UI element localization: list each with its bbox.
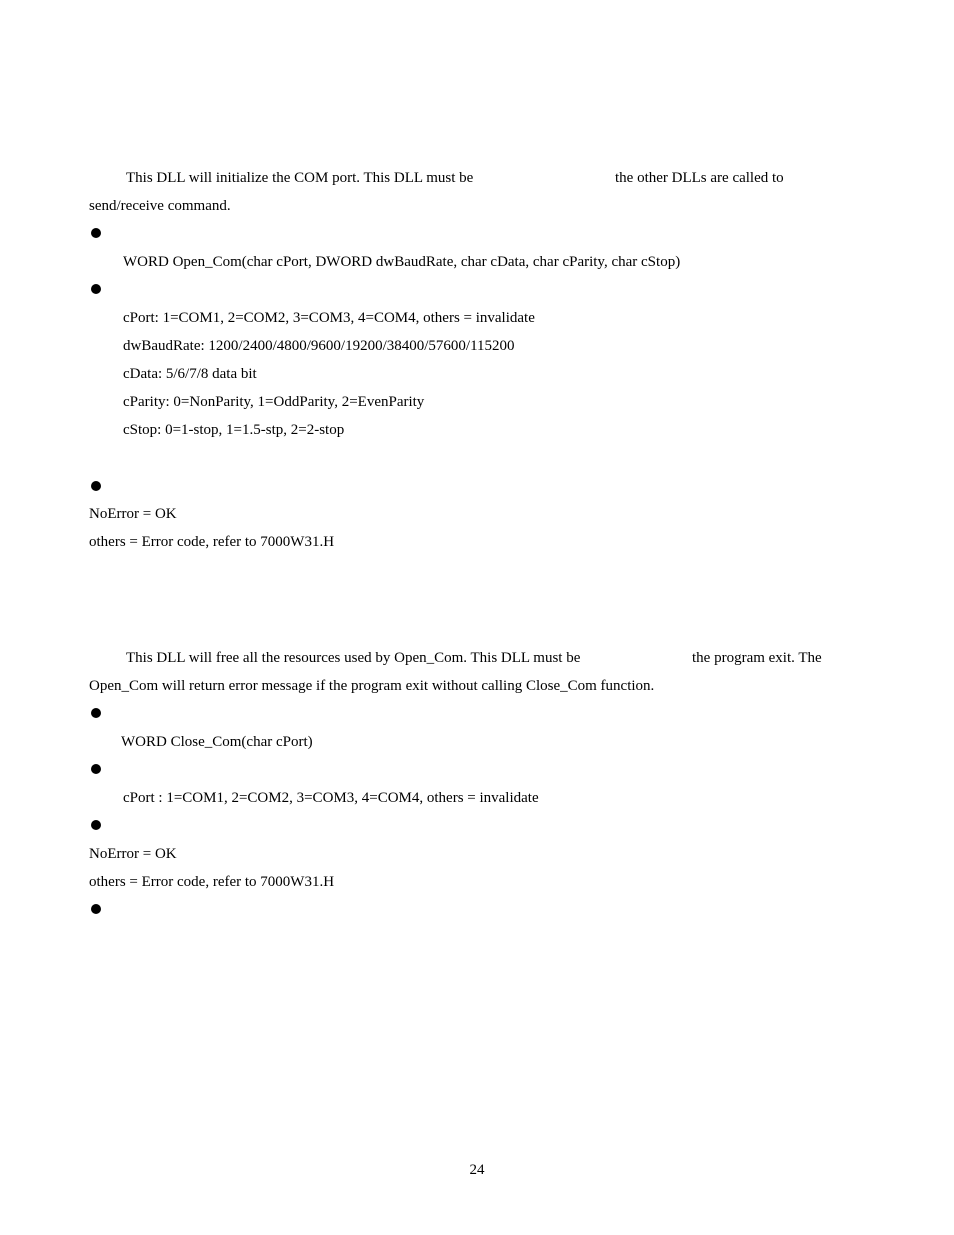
close-com-intro-text: This DLL will free all the resources used by Open_Com. This DLL must be	[126, 650, 581, 666]
parameter-bullet	[91, 764, 101, 774]
open-com-param-cport: cPort: 1=COM1, 2=COM2, 3=COM3, 4=COM4, others = invalidate	[123, 310, 535, 326]
open-com-return-ok: NoError = OK	[89, 506, 177, 522]
parameter-bullet	[91, 284, 101, 294]
return-bullet	[91, 481, 101, 491]
syntax-bullet	[91, 228, 101, 238]
open-com-syntax: WORD Open_Com(char cPort, DWORD dwBaudRate, char cData, char cParity, char cStop)	[123, 254, 681, 270]
open-com-param-cparity: cParity: 0=NonParity, 1=OddParity, 2=EvenParity	[123, 394, 425, 410]
open-com-param-cstop: cStop: 0=1-stop, 1=1.5-stp, 2=2-stop	[123, 422, 345, 438]
page-number: 24	[469, 1162, 485, 1178]
open-com-return-error: others = Error code, refer to 7000W31.H	[89, 534, 335, 550]
example-bullet	[91, 904, 101, 914]
close-com-intro-line2: Open_Com will return error message if the program exit without calling Close_Com function.	[89, 678, 655, 694]
open-com-intro-text: This DLL will initialize the COM port. This DLL must be	[126, 170, 474, 186]
open-com-param-baudrate: dwBaudRate: 1200/2400/4800/9600/19200/38400/57600/115200	[123, 338, 515, 354]
close-com-syntax: WORD Close_Com(char cPort)	[121, 734, 313, 750]
open-com-intro-text-continued: the other DLLs are called to	[615, 170, 784, 186]
close-com-return-ok: NoError = OK	[89, 846, 177, 862]
open-com-intro-line2: send/receive command.	[89, 198, 231, 214]
close-com-intro-text-continued: the program exit. The	[692, 650, 822, 666]
syntax-bullet	[91, 708, 101, 718]
open-com-param-cdata: cData: 5/6/7/8 data bit	[123, 366, 257, 382]
close-com-return-error: others = Error code, refer to 7000W31.H	[89, 874, 335, 890]
close-com-param-cport: cPort : 1=COM1, 2=COM2, 3=COM3, 4=COM4, others = invalidate	[123, 790, 539, 806]
return-bullet	[91, 820, 101, 830]
